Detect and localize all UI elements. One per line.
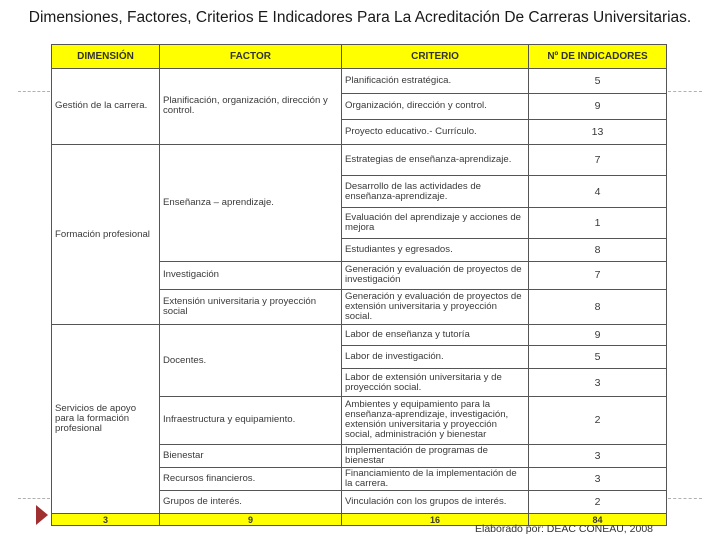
table-header-row — [52, 45, 667, 69]
criterion-cell: Labor de investigación. — [342, 346, 529, 369]
indicator-count: 8 — [529, 239, 667, 262]
indicator-count: 3 — [529, 445, 667, 468]
factor-cell: Bienestar — [160, 445, 342, 468]
total-criteria: 16 — [342, 514, 529, 526]
dimension-cell: Gestión de la carrera. — [52, 69, 160, 145]
indicator-count: 7 — [529, 144, 667, 176]
criterion-cell: Generación y evaluación de proyectos de investigación — [342, 262, 529, 289]
factor-cell: Recursos financieros. — [160, 468, 342, 491]
indicator-count: 5 — [529, 346, 667, 369]
criterion-cell: Desarrollo de las actividades de enseñanza-aprendizaje. — [342, 176, 529, 208]
criterion-cell: Vinculación con los grupos de interés. — [342, 491, 529, 514]
criterion-cell: Labor de enseñanza y tutoría — [342, 325, 529, 346]
indicator-count: 4 — [529, 176, 667, 208]
page-title: Dimensiones, Factores, Criterios E Indicadores Para La Acreditación De Carreras Universitarias. — [28, 9, 692, 26]
decorative-divider-right — [668, 91, 702, 92]
indicator-count: 9 — [529, 325, 667, 346]
decorative-divider-bottom-right — [668, 498, 702, 499]
total-factors: 9 — [160, 514, 342, 526]
table-row — [52, 325, 667, 346]
dimension-cell: Servicios de apoyo para la formación profesional — [52, 325, 160, 514]
decorative-divider-bottom-left — [18, 498, 50, 499]
indicator-count: 2 — [529, 396, 667, 444]
decorative-divider-left — [18, 91, 50, 92]
indicator-count: 3 — [529, 468, 667, 491]
factor-cell: Investigación — [160, 262, 342, 289]
indicator-count: 8 — [529, 289, 667, 325]
criterion-cell: Financiamiento de la implementación de la carrera. — [342, 468, 529, 491]
header-dimension: DIMENSIÓN — [52, 45, 160, 69]
criterion-cell: Estudiantes y egresados. — [342, 239, 529, 262]
indicator-count: 7 — [529, 262, 667, 289]
header-indicators: Nº DE INDICADORES — [529, 45, 667, 69]
total-dimensions: 3 — [52, 514, 160, 526]
indicator-count: 13 — [529, 119, 667, 144]
indicator-count: 5 — [529, 69, 667, 94]
criterion-cell: Evaluación del aprendizaje y acciones de mejora — [342, 207, 529, 239]
criterion-cell: Proyecto educativo.- Currículo. — [342, 119, 529, 144]
indicator-count: 3 — [529, 369, 667, 396]
source-note: Elaborado por: DEAC CONEAU, 2008 — [475, 523, 654, 535]
criterion-cell: Planificación estratégica. — [342, 69, 529, 94]
header-criterion: CRITERIO — [342, 45, 529, 69]
indicator-count: 9 — [529, 94, 667, 119]
navigation-arrow-icon[interactable] — [36, 505, 48, 525]
factor-cell: Extensión universitaria y proyección social — [160, 289, 342, 325]
factor-cell: Infraestructura y equipamiento. — [160, 396, 342, 444]
total-indicators: 84 — [529, 514, 667, 526]
header-factor: FACTOR — [160, 45, 342, 69]
criterion-cell: Organización, dirección y control. — [342, 94, 529, 119]
dimension-cell: Formación profesional — [52, 144, 160, 325]
criterion-cell: Labor de extensión universitaria y de proyección social. — [342, 369, 529, 396]
factor-cell: Enseñanza – aprendizaje. — [160, 144, 342, 262]
table-row — [52, 69, 667, 94]
table-row — [52, 144, 667, 176]
indicator-count: 1 — [529, 207, 667, 239]
criterion-cell: Generación y evaluación de proyectos de extensión universitaria y proyección social. — [342, 289, 529, 325]
factor-cell: Grupos de interés. — [160, 491, 342, 514]
factor-cell: Planificación, organización, dirección y control. — [160, 69, 342, 145]
criterion-cell: Implementación de programas de bienestar — [342, 445, 529, 468]
accreditation-table — [51, 44, 666, 526]
indicator-count: 2 — [529, 491, 667, 514]
criterion-cell: Ambientes y equipamiento para la enseñanza-aprendizaje, investigación, extensión universitaria y proyección social, administración y bienestar — [342, 396, 529, 444]
criterion-cell: Estrategias de enseñanza-aprendizaje. — [342, 144, 529, 176]
factor-cell: Docentes. — [160, 325, 342, 396]
